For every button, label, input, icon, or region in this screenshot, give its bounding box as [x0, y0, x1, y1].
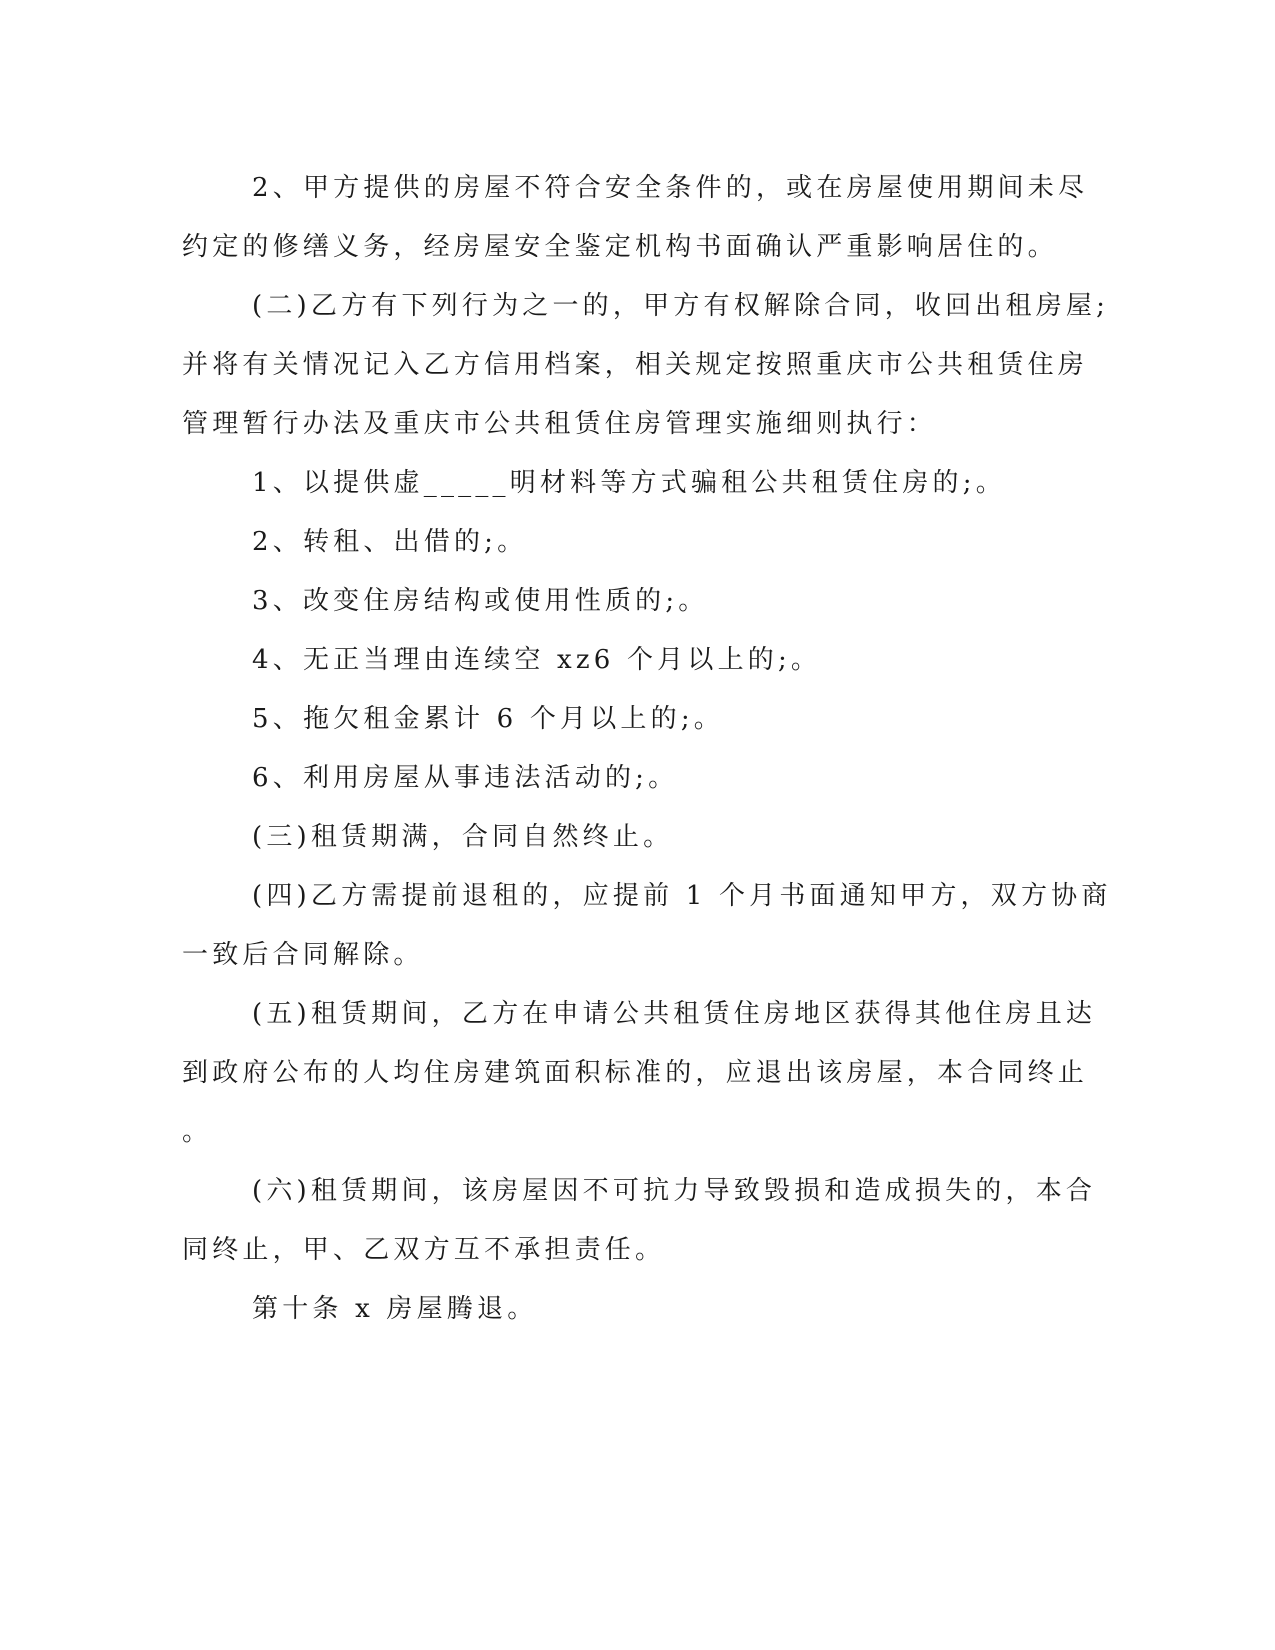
list-item-5	[182, 690, 1042, 749]
text-line: 到政府公布的人均住房建筑面积标准的，应退出该房屋，本合同终止	[182, 1058, 1089, 1088]
list-item-2	[182, 513, 1042, 572]
text-line: 同终止，甲、乙双方互不承担责任。	[182, 1235, 666, 1265]
text-line: 并将有关情况记入乙方信用档案，相关规定按照重庆市公共租赁住房	[182, 350, 1089, 380]
text-line: 4、无正当理由连续空 xz6 个月以上的;。	[252, 645, 822, 675]
text-line: 2、转租、出借的;。	[252, 527, 528, 557]
text-line: 3、改变住房结构或使用性质的;。	[252, 586, 709, 616]
text-line: (三)租赁期满，合同自然终止。	[252, 822, 674, 852]
paragraph-section-two	[182, 277, 1110, 454]
text-line: 2、甲方提供的房屋不符合安全条件的，或在房屋使用期间未尽	[252, 173, 1089, 203]
text-line: (四)乙方需提前退租的，应提前 1 个月书面通知甲方，双方协商	[252, 881, 1112, 911]
text-line: 5、拖欠租金累计 6 个月以上的;。	[252, 704, 724, 734]
text-line: 管理暂行办法及重庆市公共租赁住房管理实施细则执行：	[182, 409, 938, 439]
list-item-6	[182, 749, 1042, 808]
paragraph-section-four	[182, 867, 1112, 985]
text-line: 第十条 x 房屋腾退。	[252, 1294, 538, 1324]
text-line: 一致后合同解除。	[182, 940, 424, 970]
text-line: 6、利用房屋从事违法活动的;。	[252, 763, 679, 793]
list-item-3	[182, 572, 1042, 631]
paragraph-section-five	[182, 985, 1097, 1162]
document-body	[182, 159, 1112, 1339]
paragraph-clause-2	[182, 159, 1089, 277]
text-line: (六)租赁期间，该房屋因不可抗力导致毁损和造成损失的，本合	[252, 1176, 1097, 1206]
list-item-4	[182, 631, 1042, 690]
text-line: 约定的修缮义务，经房屋安全鉴定机构书面确认严重影响居住的。	[182, 232, 1058, 262]
text-line: (五)租赁期间，乙方在申请公共租赁住房地区获得其他住房且达	[252, 999, 1097, 1029]
article-ten-heading	[182, 1280, 1042, 1339]
text-line: 1、以提供虚_____明材料等方式骗租公共租赁住房的;。	[252, 468, 1006, 498]
paragraph-section-three	[182, 808, 1042, 867]
list-item-1	[182, 454, 1042, 513]
text-line: 。	[182, 1117, 213, 1147]
paragraph-section-six	[182, 1162, 1097, 1280]
text-line: (二)乙方有下列行为之一的，甲方有权解除合同，收回出租房屋;	[252, 291, 1110, 321]
